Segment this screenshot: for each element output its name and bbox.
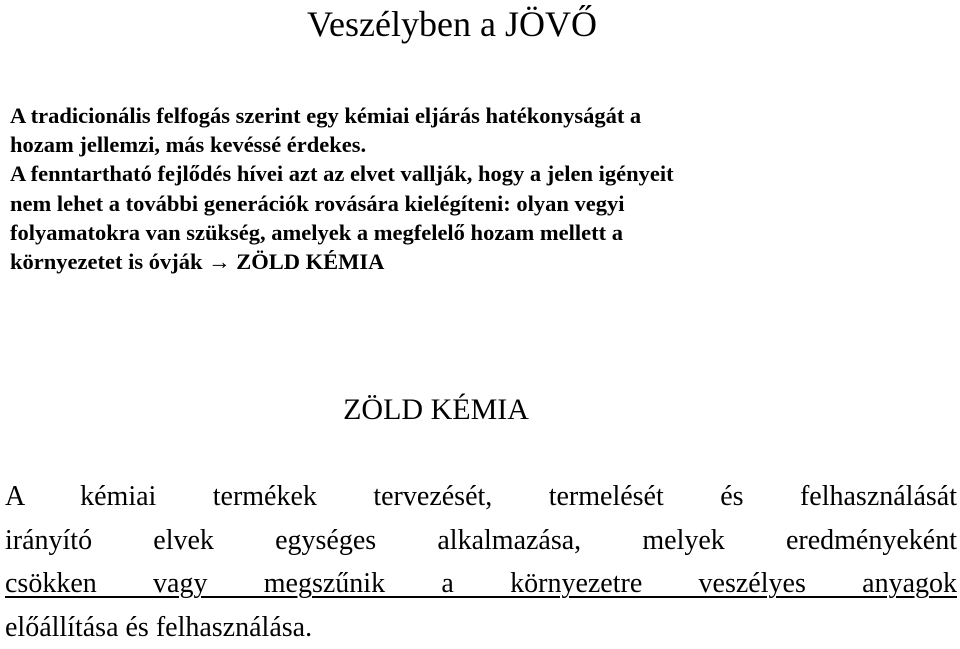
section-heading: ZÖLD KÉMIA bbox=[0, 392, 872, 428]
intro-line: folyamatokra van szükség, amelyek a megfelelő hozam mellett a bbox=[10, 218, 950, 247]
definition-line: előállítása és felhasználása. bbox=[5, 606, 957, 649]
definition-line: irányító elvek egységes alkalmazása, melyek eredményeként bbox=[5, 519, 957, 563]
intro-line: A fenntartható fejlődés hívei azt az elvet vallják, hogy a jelen igényeit bbox=[10, 159, 950, 188]
intro-line: nem lehet a további generációk rovására kielégíteni: olyan vegyi bbox=[10, 189, 950, 218]
intro-line: környezetet is óvják → ZÖLD KÉMIA bbox=[10, 247, 950, 276]
definition-paragraph bbox=[5, 475, 957, 649]
intro-line: A tradicionális felfogás szerint egy kémiai eljárás hatékonyságát a bbox=[10, 101, 950, 130]
intro-paragraph bbox=[10, 101, 950, 276]
definition-line: A kémiai termékek tervezését, termelését és felhasználását bbox=[5, 475, 957, 519]
intro-line: hozam jellemzi, más kevéssé érdekes. bbox=[10, 130, 950, 159]
definition-line-underlined: csökken vagy megszűnik a környezetre veszélyes anyagok bbox=[5, 562, 957, 606]
page-title: Veszélyben a JÖVŐ bbox=[0, 2, 904, 46]
